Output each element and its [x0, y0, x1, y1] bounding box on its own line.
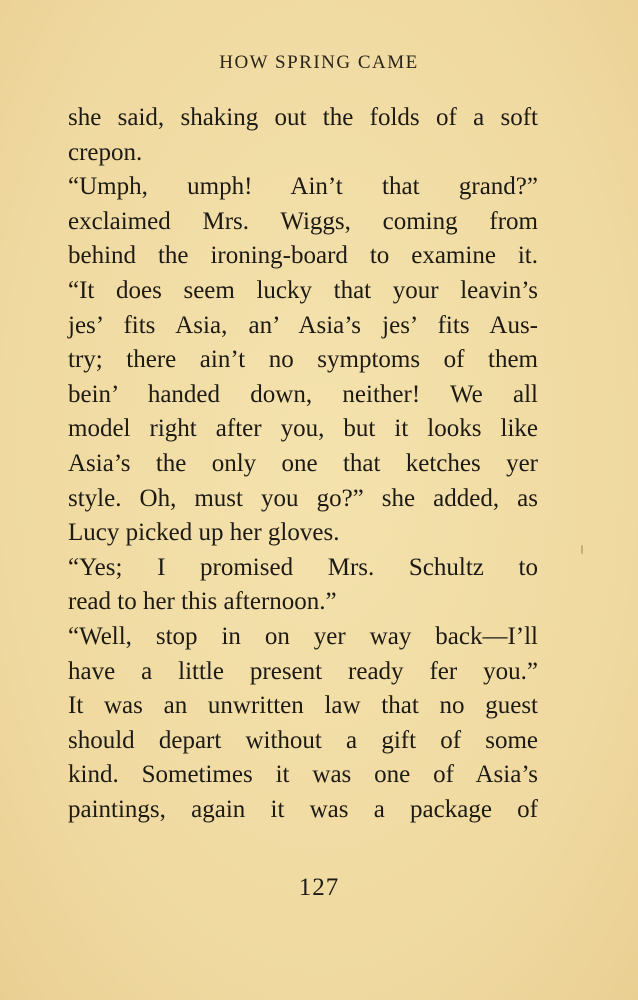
text-line: have a little present ready fer you.”	[68, 657, 538, 685]
text-line: model right after you, but it looks like	[68, 415, 538, 443]
text-line: jes’ fits Asia, an’ Asia’s jes’ fits Aus-	[68, 311, 538, 339]
text-line: bein’ handed down, neither! We all	[68, 380, 538, 408]
page-number: 127	[298, 874, 340, 901]
text-line: Lucy picked up her gloves.	[68, 519, 340, 547]
text-line: Asia’s the only one that ketches yer	[68, 449, 538, 477]
text-line: exclaimed Mrs. Wiggs, coming from	[68, 207, 538, 235]
text-line: behind the ironing-board to examine it.	[68, 242, 538, 270]
text-line: style. Oh, must you go?” she added, as	[68, 484, 538, 512]
text-line: paintings, again it was a package of	[68, 795, 538, 823]
text-line: “Umph, umph! Ain’t that grand?”	[68, 173, 538, 201]
body-text	[68, 101, 538, 827]
text-line: she said, shaking out the folds of a soft	[68, 104, 538, 131]
text-line: “Well, stop in on yer way back—I’ll	[68, 622, 538, 650]
paper-speck	[581, 545, 583, 554]
text-line: “Yes; I promised Mrs. Schultz to	[68, 553, 538, 581]
text-line: “It does seem lucky that your leavin’s	[68, 276, 538, 304]
text-line: It was an unwritten law that no guest	[68, 692, 538, 720]
text-line: read to her this afternoon.”	[68, 588, 337, 616]
text-line: try; there ain’t no symptoms of them	[68, 346, 538, 374]
running-title: HOW SPRING CAME	[219, 52, 419, 73]
text-line: crepon.	[68, 138, 143, 166]
text-line: should depart without a gift of some	[68, 726, 538, 754]
text-line: kind. Sometimes it was one of Asia’s	[68, 761, 538, 789]
